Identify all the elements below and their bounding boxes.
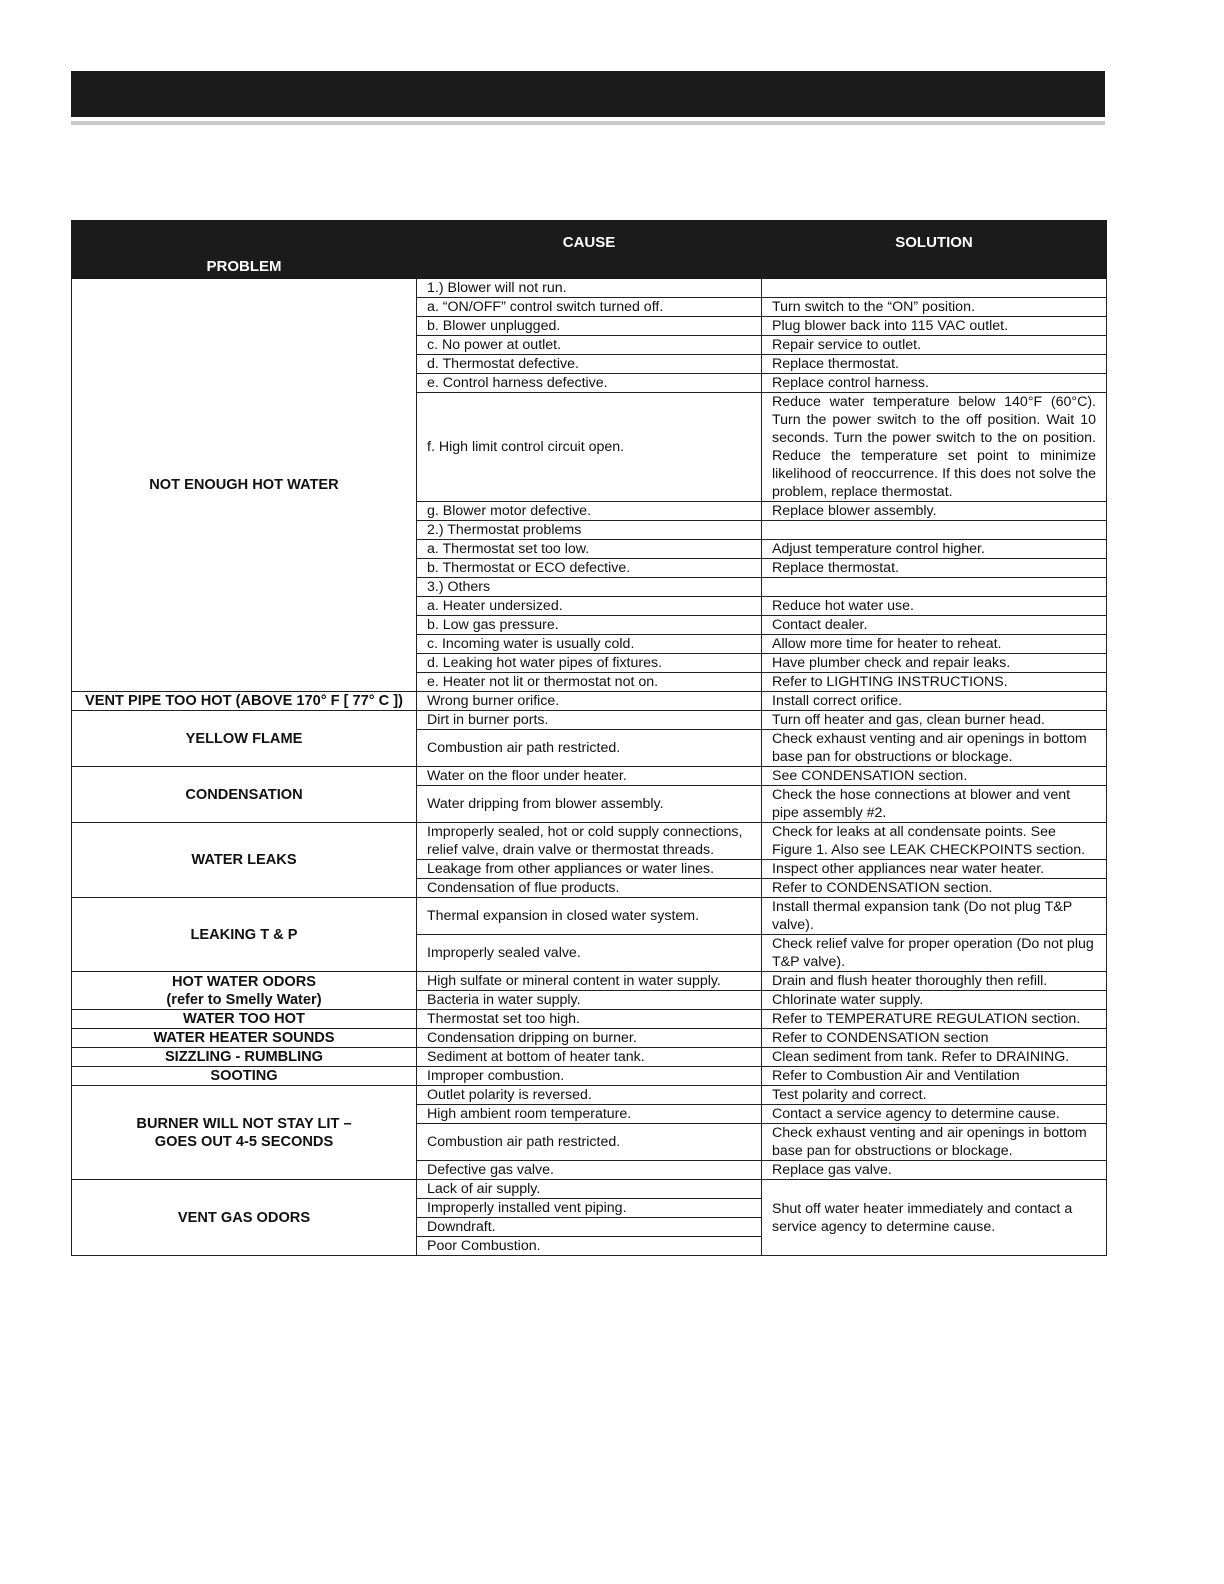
solution-cell: Refer to CONDENSATION section	[762, 1029, 1107, 1048]
cause-cell: Water on the floor under heater.	[417, 767, 762, 786]
problem-line-1: BURNER WILL NOT STAY LIT –	[136, 1115, 352, 1132]
cause-cell: Poor Combustion.	[417, 1237, 762, 1256]
problem-line-2: GOES OUT 4-5 SECONDS	[154, 1133, 334, 1150]
solution-cell	[762, 521, 1107, 540]
table-row	[72, 279, 1107, 298]
table-row	[72, 711, 1107, 730]
table-row	[72, 1029, 1107, 1048]
solution-cell: See CONDENSATION section.	[762, 767, 1107, 786]
problem-cell: SOOTING	[72, 1067, 417, 1086]
problem-cell: LEAKING T & P	[72, 898, 417, 972]
header-solution: SOLUTION	[762, 221, 1107, 279]
solution-cell: Replace thermostat.	[762, 355, 1107, 374]
solution-cell: Turn off heater and gas, clean burner head.	[762, 711, 1107, 730]
solution-cell: Turn switch to the “ON” position.	[762, 298, 1107, 317]
cause-cell: Downdraft.	[417, 1218, 762, 1237]
cause-cell: 2.) Thermostat problems	[417, 521, 762, 540]
header-problem: PROBLEM	[72, 221, 417, 279]
solution-cell: Shut off water heater immediately and contact a service agency to determine cause.	[762, 1180, 1107, 1256]
solution-cell: Refer to TEMPERATURE REGULATION section.	[762, 1010, 1107, 1029]
table-row	[72, 823, 1107, 860]
header-cause: CAUSE	[417, 221, 762, 279]
table-row	[72, 1180, 1107, 1199]
solution-cell: Allow more time for heater to reheat.	[762, 635, 1107, 654]
problem-line-2: (refer to Smelly Water)	[166, 991, 322, 1008]
cause-cell: Thermostat set too high.	[417, 1010, 762, 1029]
cause-cell: d. Leaking hot water pipes of fixtures.	[417, 654, 762, 673]
problem-cell: WATER HEATER SOUNDS	[72, 1029, 417, 1048]
solution-cell: Adjust temperature control higher.	[762, 540, 1107, 559]
table-row	[72, 1067, 1107, 1086]
solution-cell: Refer to CONDENSATION section.	[762, 879, 1107, 898]
problem-cell: YELLOW FLAME	[72, 711, 417, 767]
solution-cell: Plug blower back into 115 VAC outlet.	[762, 317, 1107, 336]
cause-cell: Wrong burner orifice.	[417, 692, 762, 711]
cause-cell: b. Blower unplugged.	[417, 317, 762, 336]
solution-cell: Have plumber check and repair leaks.	[762, 654, 1107, 673]
solution-cell	[762, 578, 1107, 597]
cause-cell: Outlet polarity is reversed.	[417, 1086, 762, 1105]
cause-cell: Improperly sealed, hot or cold supply connections, relief valve, drain valve or thermostat threads.	[417, 823, 762, 860]
problem-cell: NOT ENOUGH HOT WATER	[72, 279, 417, 692]
problem-cell: WATER TOO HOT	[72, 1010, 417, 1029]
section-header-bar	[71, 71, 1105, 117]
solution-cell: Clean sediment from tank. Refer to DRAINING.	[762, 1048, 1107, 1067]
table-row	[72, 1048, 1107, 1067]
solution-cell: Check relief valve for proper operation (Do not plug T&P valve).	[762, 935, 1107, 972]
cause-cell: d. Thermostat defective.	[417, 355, 762, 374]
solution-cell: Replace thermostat.	[762, 559, 1107, 578]
solution-cell: Install thermal expansion tank (Do not plug T&P valve).	[762, 898, 1107, 935]
cause-cell: Dirt in burner ports.	[417, 711, 762, 730]
cause-cell: Condensation of flue products.	[417, 879, 762, 898]
cause-cell: Improperly sealed valve.	[417, 935, 762, 972]
cause-cell: Thermal expansion in closed water system.	[417, 898, 762, 935]
cause-cell: Combustion air path restricted.	[417, 730, 762, 767]
problem-cell: CONDENSATION	[72, 767, 417, 823]
cause-cell: Combustion air path restricted.	[417, 1124, 762, 1161]
cause-cell: Improper combustion.	[417, 1067, 762, 1086]
table-row	[72, 767, 1107, 786]
solution-cell: Check exhaust venting and air openings in bottom base pan for obstructions or blockage.	[762, 1124, 1107, 1161]
cause-cell: Improperly installed vent piping.	[417, 1199, 762, 1218]
cause-cell: High sulfate or mineral content in water supply.	[417, 972, 762, 991]
cause-cell: e. Control harness defective.	[417, 374, 762, 393]
cause-cell: Condensation dripping on burner.	[417, 1029, 762, 1048]
problem-cell: VENT GAS ODORS	[72, 1180, 417, 1256]
table-row	[72, 898, 1107, 935]
solution-cell: Inspect other appliances near water heater.	[762, 860, 1107, 879]
cause-cell: g. Blower motor defective.	[417, 502, 762, 521]
cause-cell: Sediment at bottom of heater tank.	[417, 1048, 762, 1067]
cause-cell: a. Heater undersized.	[417, 597, 762, 616]
solution-cell: Check for leaks at all condensate points. See Figure 1. Also see LEAK CHECKPOINTS section.	[762, 823, 1107, 860]
cause-cell: b. Thermostat or ECO defective.	[417, 559, 762, 578]
table-row	[72, 972, 1107, 991]
solution-cell: Repair service to outlet.	[762, 336, 1107, 355]
solution-cell: Refer to Combustion Air and Ventilation	[762, 1067, 1107, 1086]
problem-cell: SIZZLING - RUMBLING	[72, 1048, 417, 1067]
cause-cell: f. High limit control circuit open.	[417, 393, 762, 502]
solution-cell: Check exhaust venting and air openings in bottom base pan for obstructions or blockage.	[762, 730, 1107, 767]
cause-cell: c. No power at outlet.	[417, 336, 762, 355]
solution-cell: Check the hose connections at blower and vent pipe assembly #2.	[762, 786, 1107, 823]
solution-cell: Replace blower assembly.	[762, 502, 1107, 521]
solution-cell: Reduce hot water use.	[762, 597, 1107, 616]
table-body	[72, 279, 1107, 1256]
cause-cell: b. Low gas pressure.	[417, 616, 762, 635]
cause-cell: Lack of air supply.	[417, 1180, 762, 1199]
problem-cell	[72, 972, 417, 1010]
solution-cell: Drain and flush heater thoroughly then refill.	[762, 972, 1107, 991]
solution-cell: Replace gas valve.	[762, 1161, 1107, 1180]
solution-cell: Test polarity and correct.	[762, 1086, 1107, 1105]
cause-cell: High ambient room temperature.	[417, 1105, 762, 1124]
solution-cell: Contact a service agency to determine cause.	[762, 1105, 1107, 1124]
cause-cell: 3.) Others	[417, 578, 762, 597]
cause-cell: Leakage from other appliances or water lines.	[417, 860, 762, 879]
solution-cell: Chlorinate water supply.	[762, 991, 1107, 1010]
problem-line-1: HOT WATER ODORS	[171, 973, 317, 990]
solution-cell	[762, 279, 1107, 298]
cause-cell: Water dripping from blower assembly.	[417, 786, 762, 823]
cause-cell: e. Heater not lit or thermostat not on.	[417, 673, 762, 692]
cause-cell: Defective gas valve.	[417, 1161, 762, 1180]
table-row	[72, 1086, 1107, 1105]
solution-cell: Install correct orifice.	[762, 692, 1107, 711]
table-header-row	[72, 221, 1107, 279]
table-row	[72, 692, 1107, 711]
cause-cell: c. Incoming water is usually cold.	[417, 635, 762, 654]
cause-cell: Bacteria in water supply.	[417, 991, 762, 1010]
cause-cell: a. Thermostat set too low.	[417, 540, 762, 559]
troubleshooting-table	[71, 220, 1107, 1256]
table-row	[72, 1010, 1107, 1029]
header-rule	[71, 121, 1105, 125]
solution-cell: Replace control harness.	[762, 374, 1107, 393]
problem-cell: VENT PIPE TOO HOT (ABOVE 170° F [ 77° C ])	[72, 692, 417, 711]
problem-cell	[72, 1086, 417, 1180]
solution-cell: Reduce water temperature below 140°F (60°C). Turn the power switch to the off position. Wait 10 seconds. Turn the power switch to the on position. Reduce the temperature set point to minimize likelihood of reoccurrence. If this does not solve the problem, replace thermostat.	[762, 393, 1107, 502]
solution-cell: Contact dealer.	[762, 616, 1107, 635]
problem-cell: WATER LEAKS	[72, 823, 417, 898]
cause-cell: a. “ON/OFF” control switch turned off.	[417, 298, 762, 317]
solution-cell: Refer to LIGHTING INSTRUCTIONS.	[762, 673, 1107, 692]
cause-cell: 1.) Blower will not run.	[417, 279, 762, 298]
